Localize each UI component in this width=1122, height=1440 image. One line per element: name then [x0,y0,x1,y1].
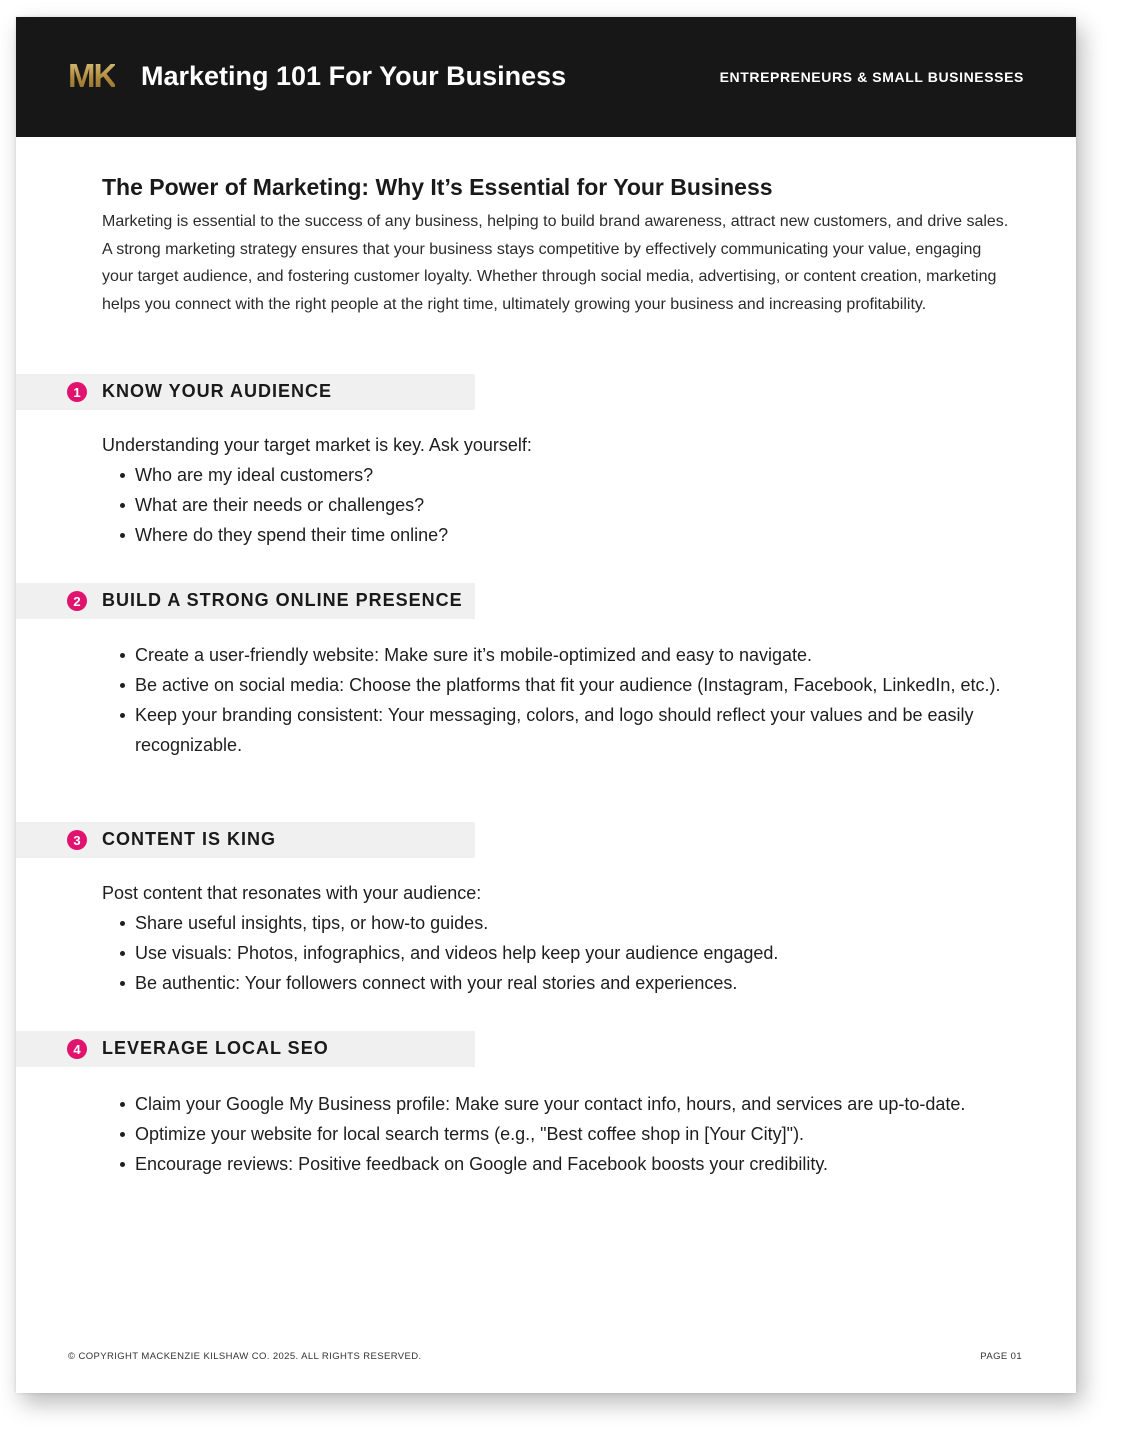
list-item: Keep your branding consistent: Your messaging, colors, and logo should reflect your values and be easily recognizable. [120,700,1020,760]
section-intro: Post content that resonates with your audience: [102,883,482,903]
list-item: Share useful insights, tips, or how-to guides. [120,908,1020,938]
list-item: Claim your Google My Business profile: Make sure your contact info, hours, and services are up-to-date. [120,1089,1020,1119]
section-title: CONTENT IS KING [102,829,277,849]
page-number: PAGE 01 [980,1351,1022,1362]
header-bar [16,17,1076,137]
list-item: What are their needs or challenges? [120,490,1020,520]
intro-heading: The Power of Marketing: Why It’s Essential for Your Business [102,174,773,200]
list-item: Be authentic: Your followers connect with your real stories and experiences. [120,968,1020,998]
document-title: Marketing 101 For Your Business [141,61,567,91]
intro-paragraph: Marketing is essential to the success of any business, helping to build brand awareness, attract new customers, and drive sales. A strong marketing strategy ensures that your business stays competitive by effectively communicating your value, engaging your target audience, and fostering customer loyalty. Whether through social media, advertising, or content creation, marketing helps you connect with the right people at the right time, ultimately growing your business and increasing profitability. [102,213,1009,313]
section-header-content-is-king [16,822,475,858]
list-item: Optimize your website for local search terms (e.g., "Best coffee shop in [Your City]"). [120,1119,1020,1149]
list-item: Use visuals: Photos, infographics, and videos help keep your audience engaged. [120,938,1020,968]
section-header-build-online-presence [16,583,475,619]
section-header-know-your-audience [16,374,475,410]
copyright-notice: © COPYRIGHT MACKENZIE KILSHAW CO. 2025. ALL RIGHTS RESERVED. [68,1351,422,1362]
section-title: LEVERAGE LOCAL SEO [102,1038,329,1058]
bullet-list [120,460,1020,550]
section-number-badge: 2 [67,591,87,611]
document-page [16,17,1076,1393]
list-item: Who are my ideal customers? [120,460,1020,490]
section-number-badge: 4 [67,1039,87,1059]
list-item: Create a user-friendly website: Make sure it’s mobile-optimized and easy to navigate. [120,640,1020,670]
bullet-list [120,1089,1020,1179]
section-title: BUILD A STRONG ONLINE PRESENCE [102,590,463,610]
section-number-badge: 1 [67,382,87,402]
section-intro: Understanding your target market is key. Ask yourself: [102,435,532,455]
audience-label: ENTREPRENEURS & SMALL BUSINESSES [719,69,1024,85]
bullet-list [120,640,1020,760]
brand-logo: MK [68,57,116,94]
section-header-local-seo [16,1031,475,1067]
list-item: Where do they spend their time online? [120,520,1020,550]
section-number-badge: 3 [67,830,87,850]
section-title: KNOW YOUR AUDIENCE [102,381,333,401]
list-item: Encourage reviews: Positive feedback on Google and Facebook boosts your credibility. [120,1149,1020,1179]
list-item: Be active on social media: Choose the platforms that fit your audience (Instagram, Facebook, LinkedIn, etc.). [120,670,1020,700]
bullet-list [120,908,1020,998]
